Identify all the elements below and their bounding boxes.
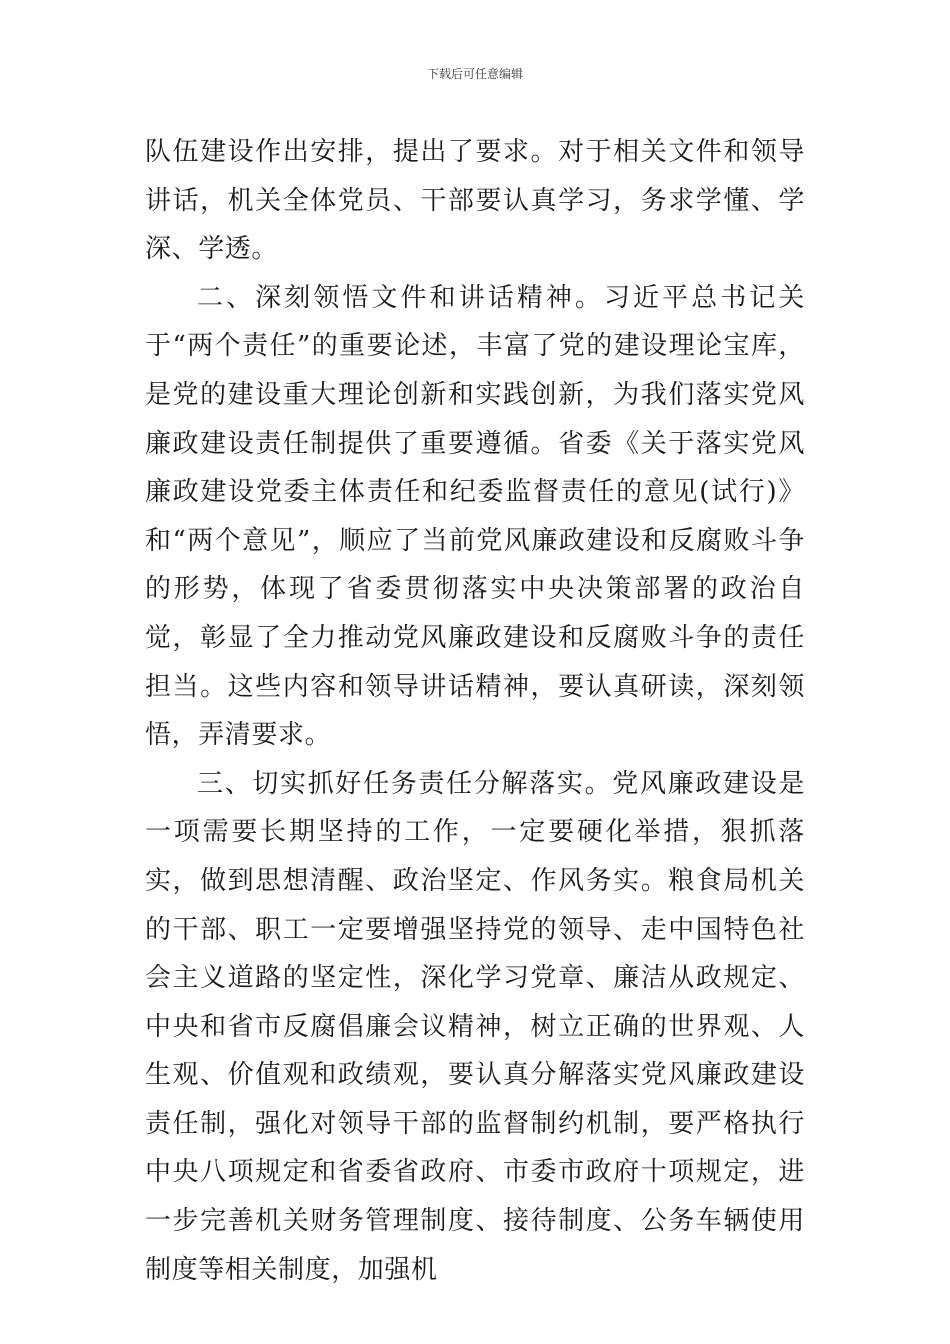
document-body [145, 128, 805, 1294]
paragraph-3: 三、切实抓好任务责任分解落实。党风廉政建设是一项需要长期坚持的工作，一定要硬化举措，狠抓落实，做到思想清醒、政治坚定、作风务实。粮食局机关的干部、职工一定要增强坚持党的领导、走中国特色社会主义道路的坚定性，深化学习党章、廉洁从政规定、中央和省市反腐倡廉会议精神，树立正确的世界观、人生观、价值观和政绩观，要认真分解落实党风廉政建设责任制，强化对领导干部的监督制约机制，要严格执行中央八项规定和省委省政府、市委市政府十项规定，进一步完善机关财务管理制度、接待制度、公务车辆使用制度等相关制度，加强机 [145, 768, 805, 1285]
paragraph-1: 队伍建设作出安排，提出了要求。对于相关文件和领导讲话，机关全体党员、干部要认真学习，务求学懂、学深、学透。 [145, 137, 805, 265]
paragraph-2: 二、深刻领悟文件和讲话精神。习近平总书记关于“两个责任”的重要论述，丰富了党的建设理论宝库，是党的建设重大理论创新和实践创新，为我们落实党风廉政建设责任制提供了重要遵循。省委《关于落实党风廉政建设党委主体责任和纪委监督责任的意见(试行)》和“两个意见”，顺应了当前党风廉政建设和反腐败斗争的形势，体现了省委贯彻落实中央决策部署的政治自觉，彰显了全力推动党风廉政建设和反腐败斗争的责任担当。这些内容和领导讲话精神，要认真研读，深刻领悟，弄清要求。 [145, 282, 805, 751]
page-header: 下载后可任意编辑 [426, 67, 523, 81]
